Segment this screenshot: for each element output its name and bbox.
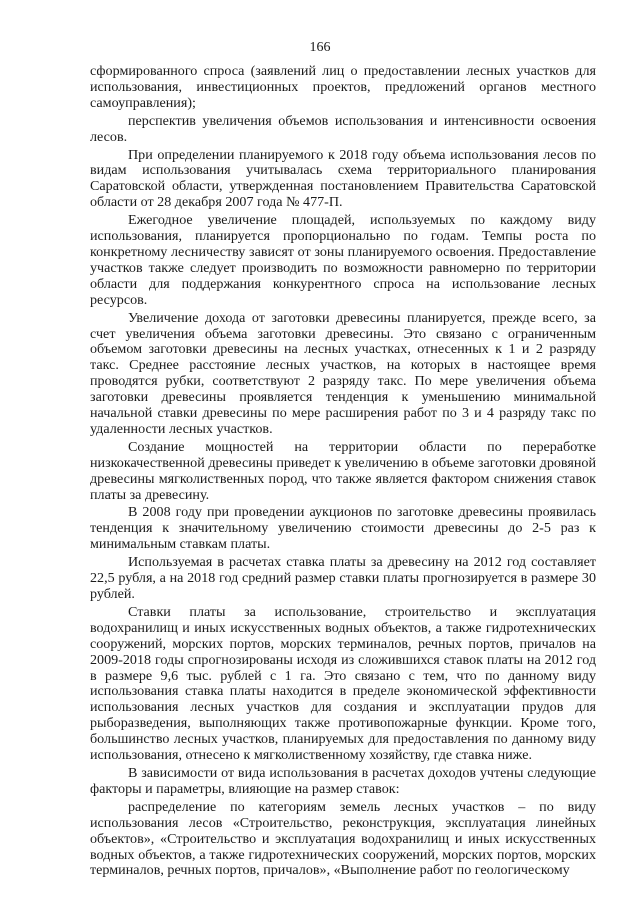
paragraph: В 2008 году при проведении аукционов по заготовке древесины проявилась тенденция к значительному увеличению стоимости древесины до 2-5 раз к минимальным ставкам платы.: [90, 504, 596, 553]
paragraph: Ежегодное увеличение площадей, используемых по каждому виду использования, планируется пропорционально по годам. Темпы роста по конкретному лесничеству зависят от зоны планируемого освоения. Предоставление участков также следует производить по возможности равномерно по территории области для поддержания конкурентного спроса на использование лесных ресурсов.: [90, 212, 596, 308]
paragraph: Увеличение дохода от заготовки древесины планируется, прежде всего, за счет увеличения объема заготовки древесины. Это связано с ограниченным объемом заготовки древесины на лесных участках, отнесенных к 1 и 2 разряду такс. Среднее расстояние лесных участков, на которых в настоящее время проводятся рубки, соответствуют 2 разряду такс. По мере увеличения объема заготовки древесины проявляется тенденция к уменьшению минимальной начальной ставки древесины по мере расширения работ по 3 и 4 разряду такс по удаленности лесных участков.: [90, 309, 596, 437]
paragraph: При определении планируемого к 2018 году объема использования лесов по видам использования учитывалась схема территориального планирования Саратовской области, утвержденная постановлением Правительства Саратовской области от 28 декабря 2007 года № 477-П.: [90, 146, 596, 211]
paragraph: В зависимости от вида использования в расчетах доходов учтены следующие факторы и параметры, влияющие на размер ставок:: [90, 764, 596, 797]
paragraph: Создание мощностей на территории области по переработке низкокачественной древесины приведет к увеличению в объеме заготовки дровяной древесины мягколиственных пород, что также является фактором снижения ставок платы за древесину.: [90, 438, 596, 503]
document-body: [90, 64, 596, 881]
paragraph: распределение по категориям земель лесных участков – по виду использования лесов «Строительство, реконструкция, эксплуатация линейных объектов», «Строительство и эксплуатация водохранилищ и иных искусственных водных объектов, а также гидротехнических сооружений, морских портов, морских терминалов, речных портов, причалов», «Выполнение работ по геологическому: [90, 798, 596, 879]
paragraph: Используемая в расчетах ставка платы за древесину на 2012 год составляет 22,5 рубля, а на 2018 год средний размер ставки платы прогнозируется в размере 30 рублей.: [90, 554, 596, 602]
paragraph: Ставки платы за использование, строительство и эксплуатация водохранилищ и иных искусственных водных объектов, а также гидротехнических сооружений, морских портов, морских терминалов, речных портов, причалов на 2009-2018 годы спрогнозированы исходя из сложившихся ставок платы на 2012 год в размере 9,6 тыс. рублей с 1 га. Это связано с тем, что по данному виду использования ставка платы находится в пределе экономической эффективности использования лесных участков для создания и эксплуатации прудов для рыборазведения, выполняющих также противопожарные функции. Кроме того, большинство лесных участков, планируемых для предоставления по данному виду использования, отнесено к мягколиственному хозяйству, где ставка ниже.: [90, 603, 596, 764]
paragraph: перспектив увеличения объемов использования и интенсивности освоения лесов.: [90, 112, 596, 145]
paragraph: сформированного спроса (заявлений лиц о предоставлении лесных участков для использования, инвестиционных проектов, предложений органов местного самоуправления);: [90, 63, 596, 111]
page-number: 166: [309, 40, 331, 55]
